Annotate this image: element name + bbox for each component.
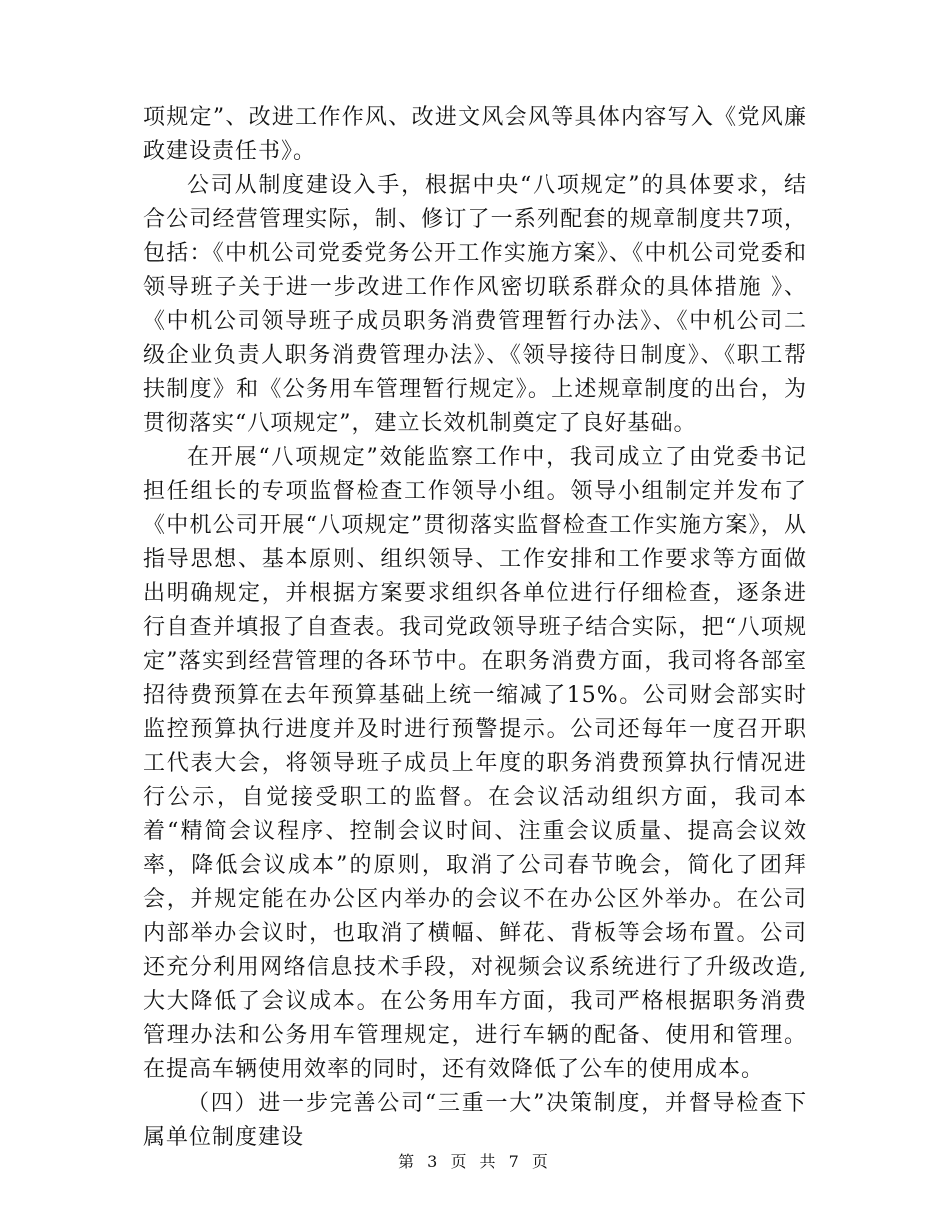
paragraph-continuation: 项规定”、改进工作作风、改进文风会风等具体内容写入《党风廉政建设责任书》。 [143,105,807,164]
page-number-footer: 第 3 页 共 7 页 [398,1152,552,1171]
paragraph-rules-system: 公司从制度建设入手，根据中央“八项规定”的具体要求，结合公司经营管理实际，制、修订了一系列配套的规章制度共7项，包括：《中机公司党委党务公开工作实施方案》、《中机公司党委和领导班子关于进一步改进工作作风密切联系群众的具体措施 》、《中机公司领导班子成员职务消费管理暂行办法》、《中机公司二级企业负责人职务消费管理办法》、《领导接待日制度》、《职工帮扶制度》和《公务用车管理暂行规定》。上述规章制度的出台，为贯彻落实“八项规定”，建立长效机制奠定了良好基础。 [143,173,807,436]
section-heading-four: （四）进一步完善公司“三重一大”决策制度，并督导检查下属单位制度建设 [143,1091,807,1150]
document-body [143,101,807,1155]
paragraph-supervision-work: 在开展“八项规定”效能监察工作中，我司成立了由党委书记担任组长的专项监督检查工作领导小组。领导小组制定并发布了《中机公司开展“八项规定”贯彻落实监督检查工作实施方案》，从指导思想、基本原则、组织领导、工作安排和工作要求等方面做出明确规定，并根据方案要求组织各单位进行仔细检查，逐条进行自查并填报了自查表。我司党政领导班子结合实际，把“八项规定”落实到经营管理的各环节中。在职务消费方面，我司将各部室招待费预算在去年预算基础上统一缩减了15%。公司财会部实时监控预算执行进度并及时进行预警提示。公司还每年一度召开职工代表大会，将领导班子成员上年度的职务消费预算执行情况进行公示，自觉接受职工的监督。在会议活动组织方面，我司本着“精简会议程序、控制会议时间、注重会议质量、提高会议效率，降低会议成本”的原则，取消了公司春节晚会，简化了团拜会，并规定能在办公区内举办的会议不在办公区外举办。在公司内部举办会议时，也取消了横幅、鲜花、背板等会场布置。公司还充分利用网络信息技术手段，对视频会议系统进行了升级改造,大大降低了会议成本。在公务用车方面，我司严格根据职务消费管理办法和公务用车管理规定，进行车辆的配备、使用和管理。在提高车辆使用效率的同时，还有效降低了公车的使用成本。 [143,445,807,1082]
